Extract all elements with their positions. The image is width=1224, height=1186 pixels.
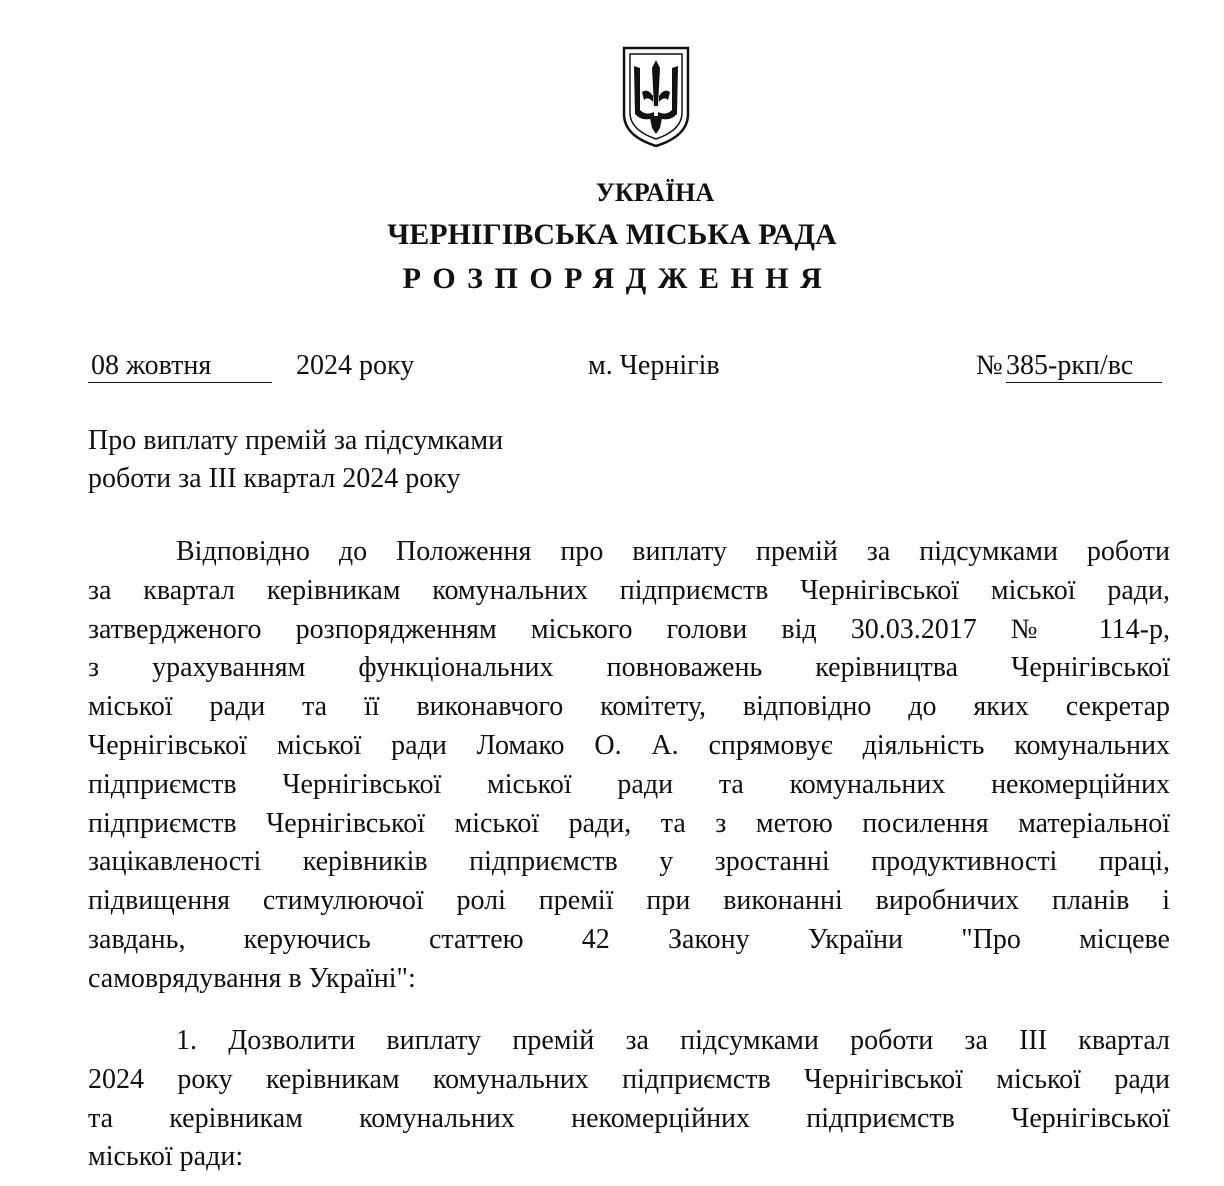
number-label: №: [976, 350, 1003, 381]
paragraph-line: міської ради:: [88, 1141, 244, 1173]
country-heading: УКРАЇНА: [595, 178, 715, 207]
paragraph-line: з урахуванням функціональних повноважень керівництва Чернігівської: [88, 652, 1170, 684]
preamble-paragraph: [88, 533, 1170, 999]
paragraph-line: зацікавленості керівників підприємств у зростанні продуктивності праці,: [88, 846, 1170, 878]
item-1-paragraph: [88, 1022, 1170, 1177]
council-heading: ЧЕРНІГІВСЬКА МІСЬКА РАДА: [387, 218, 837, 251]
date-day-month: 08 жовтня: [88, 350, 272, 383]
paragraph-line: підприємств Чернігівської міської ради та комунальних некомерційних: [88, 768, 1170, 800]
paragraph-line: підвищення стимулюючої ролі премії при виконанні виробничих планів і: [88, 885, 1170, 917]
document-type-heading: РОЗПОРЯДЖЕННЯ: [402, 262, 834, 295]
document-number: 385-ркп/вс: [1006, 350, 1162, 383]
city-name: м. Чернігів: [588, 350, 720, 381]
subject-line: роботи за ІІІ квартал 2024 року: [88, 463, 461, 494]
paragraph-line: підприємств Чернігівської міської ради, та з метою посилення матеріальної: [88, 807, 1170, 839]
paragraph-line: завдань, керуючись статтею 42 Закону України "Про місцеве: [88, 923, 1170, 955]
paragraph-line: 1. Дозволити виплату премій за підсумками роботи за ІІІ квартал: [176, 1025, 1170, 1056]
coat-of-arms-emblem: [620, 44, 692, 150]
paragraph-line: Чернігівської міської ради Ломако О. А. спрямовує діяльність комунальних: [88, 729, 1170, 761]
paragraph-line: самоврядування в Україні":: [88, 962, 416, 994]
subject-line: Про виплату премій за підсумками: [88, 425, 504, 456]
paragraph-line: затвердженого розпорядженням міського голови від 30.03.2017 № 114-р,: [88, 613, 1170, 645]
paragraph-line: за квартал керівникам комунальних підприємств Чернігівської міської ради,: [88, 574, 1170, 606]
paragraph-line: Відповідно до Положення про виплату премій за підсумками роботи: [176, 536, 1170, 567]
date-year: 2024 року: [296, 350, 415, 381]
paragraph-line: міської ради та її виконавчого комітету, відповідно до яких секретар: [88, 691, 1170, 723]
paragraph-line: 2024 року керівникам комунальних підприємств Чернігівської міської ради: [88, 1063, 1170, 1095]
document-subject: [88, 422, 503, 498]
paragraph-line: та керівникам комунальних некомерційних підприємств Чернігівської: [88, 1102, 1170, 1134]
